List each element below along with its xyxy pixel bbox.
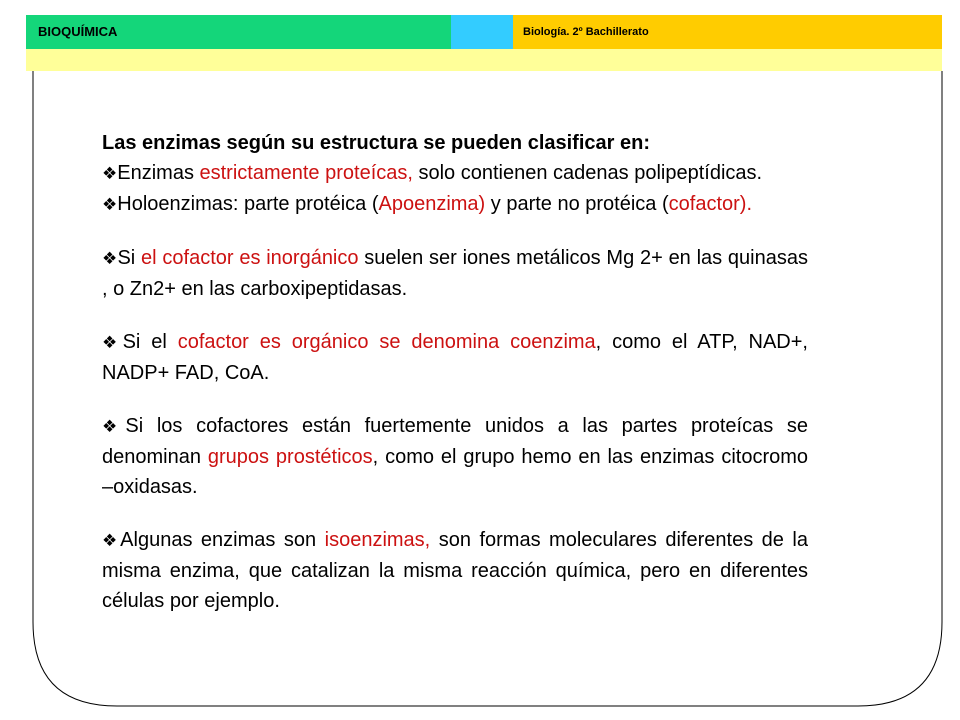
item-highlight: el cofactor es inorgánico (141, 247, 359, 269)
slide-heading: Las enzimas según su estructura se pueden clasificar en: (102, 132, 650, 154)
item-text: Algunas enzimas son (120, 529, 325, 551)
item-text: Holoenzimas: parte protéica ( (117, 193, 379, 215)
item-highlight: Apoenzima) (378, 193, 486, 215)
diamond-bullet-icon: ❖ (102, 531, 121, 551)
diamond-bullet-icon: ❖ (102, 164, 118, 184)
list-item (102, 243, 808, 304)
course-label: Biología. 2º Bachillerato (523, 26, 649, 38)
item-text: Si los cofactores están fuertemente unidos a las partes proteícas se denominan (102, 415, 809, 468)
item-text: Enzimas (117, 162, 200, 184)
diamond-bullet-icon: ❖ (102, 417, 126, 437)
item-highlight: isoenzimas, (324, 529, 431, 551)
item-highlight: cofactor es orgánico se denomina coenzima (177, 331, 596, 353)
item-text: suelen ser iones metálicos Mg 2+ en las quinasas , o Zn2+ en las carboxipeptidasas. (102, 247, 808, 300)
item-text: y parte no protéica ( (485, 193, 669, 215)
item-text: Si (117, 247, 142, 269)
list-item (102, 189, 808, 220)
item-highlight: cofactor). (668, 193, 752, 215)
list-item (102, 411, 808, 502)
slide-content (102, 128, 808, 616)
item-text: son formas moleculares diferentes de la misma enzima, que catalizan la misma reacción química, pero en diferentes células por ejemplo. (102, 529, 808, 612)
subject-title: BIOQUÍMICA (38, 24, 118, 39)
diamond-bullet-icon: ❖ (102, 333, 123, 353)
list-item (102, 327, 808, 388)
item-text: Si el (122, 331, 178, 353)
item-highlight: grupos prostéticos (207, 446, 373, 468)
diamond-bullet-icon: ❖ (102, 249, 118, 269)
diamond-bullet-icon: ❖ (102, 195, 118, 215)
item-text: solo contienen cadenas polipeptídicas. (412, 162, 763, 184)
item-text: , como el grupo hemo en las enzimas citocromo –oxidasas. (102, 446, 809, 498)
item-highlight: estrictamente proteícas, (199, 162, 413, 184)
list-item (102, 158, 808, 189)
list-item (102, 525, 808, 616)
item-text: , como el ATP, NAD+, NADP+ FAD, CoA. (102, 331, 808, 384)
